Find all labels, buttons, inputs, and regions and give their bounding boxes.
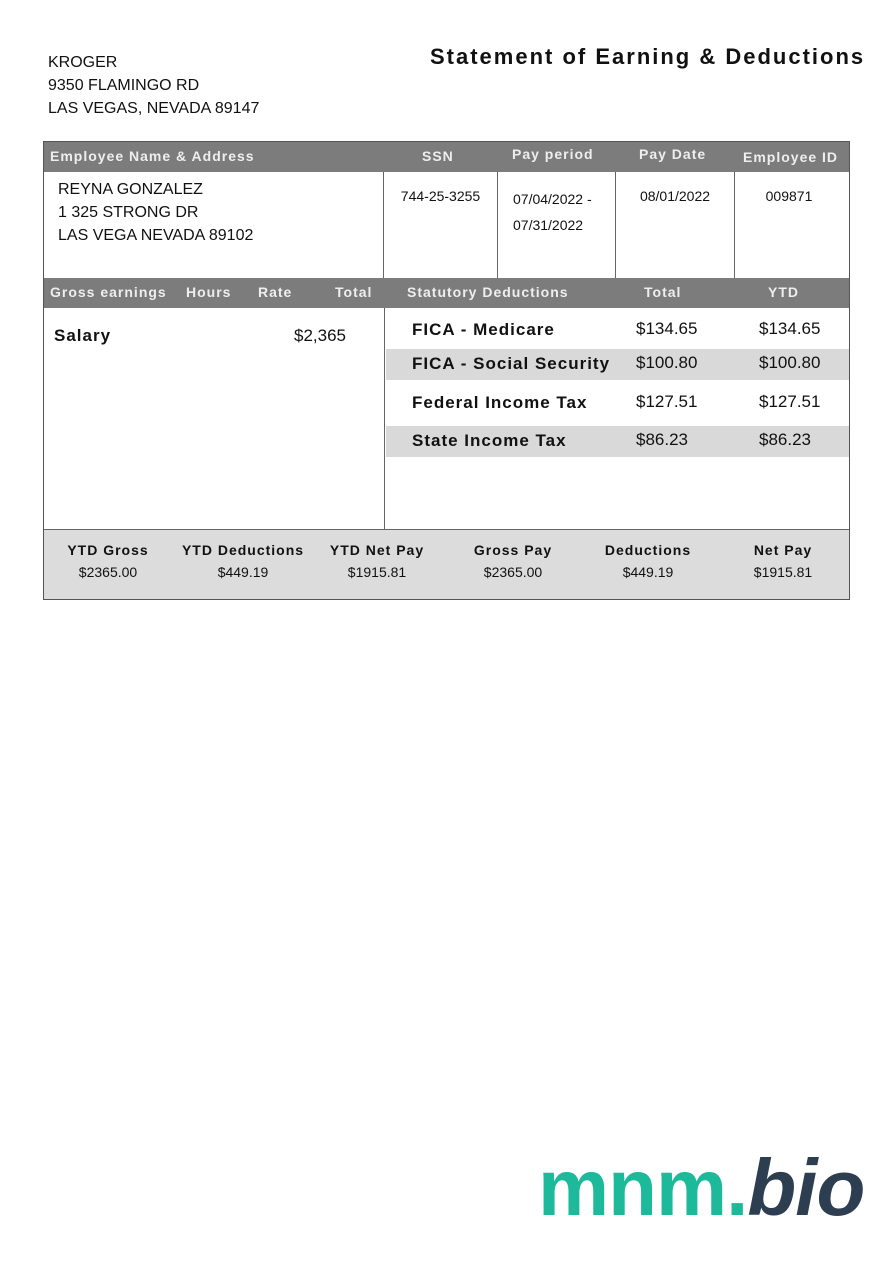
header-gross-earnings: Gross earnings	[50, 284, 167, 300]
company-address-line1: 9350 FLAMINGO RD	[48, 77, 200, 94]
employee-ssn: 744-25-3255	[400, 188, 481, 204]
summary-label: YTD Net Pay	[329, 542, 425, 558]
summary-label: Gross Pay	[473, 542, 553, 558]
summary-value: $1915.81	[347, 564, 407, 580]
header-rate: Rate	[258, 284, 293, 300]
logo-part-mnm: mnm.	[538, 1143, 748, 1232]
deduction-ytd: $86.23	[759, 430, 811, 449]
summary-label: YTD Deductions	[181, 542, 305, 558]
deduction-ytd: $127.51	[759, 392, 821, 411]
summary-label: Deductions	[604, 542, 692, 558]
header-ssn: SSN	[422, 148, 454, 164]
employee-address-line2: LAS VEGA NEVADA 89102	[58, 227, 254, 244]
header-statutory-deductions: Statutory Deductions	[407, 284, 569, 300]
header-deductions-ytd: YTD	[768, 284, 799, 300]
pay-period-end: 07/31/2022	[513, 217, 584, 233]
summary-value: $449.19	[622, 564, 674, 580]
employee-name: REYNA GONZALEZ	[58, 181, 203, 198]
header-hours: Hours	[186, 284, 232, 300]
company-address-line2: LAS VEGAS, NEVADA 89147	[48, 100, 260, 117]
header-pay-date: Pay Date	[639, 146, 707, 162]
summary-item	[713, 542, 853, 580]
summary-item	[307, 542, 447, 580]
deduction-total: $134.65	[636, 319, 698, 338]
deduction-row	[386, 388, 849, 419]
deduction-label: FICA - Social Security	[412, 354, 611, 373]
earnings-total: $2,365	[294, 326, 346, 345]
pay-period-start: 07/04/2022 -	[513, 191, 592, 207]
deduction-row	[386, 315, 849, 346]
summary-item	[38, 542, 178, 580]
header-earnings-total: Total	[335, 284, 373, 300]
company-block	[48, 51, 259, 120]
header-deductions-total: Total	[644, 284, 682, 300]
header-name-address: Employee Name & Address	[50, 148, 255, 164]
company-name: KROGER	[48, 54, 118, 71]
summary-item	[443, 542, 583, 580]
summary-value: $2365.00	[78, 564, 138, 580]
deduction-row	[386, 349, 849, 380]
deduction-total: $86.23	[636, 430, 688, 449]
summary-item	[578, 542, 718, 580]
deduction-ytd: $100.80	[759, 353, 821, 372]
divider	[384, 308, 385, 530]
brand-logo	[538, 1138, 864, 1238]
deduction-ytd: $134.65	[759, 319, 821, 338]
employee-header-row	[44, 142, 849, 172]
summary-footer	[44, 530, 849, 599]
header-employee-id: Employee ID	[743, 149, 839, 165]
deduction-total: $100.80	[636, 353, 698, 372]
summary-label: Net Pay	[753, 542, 813, 558]
header-pay-period: Pay period	[512, 146, 594, 162]
pay-date-value: 08/01/2022	[639, 188, 711, 204]
deduction-label: FICA - Medicare	[412, 320, 555, 339]
divider	[497, 172, 498, 278]
deduction-label: Federal Income Tax	[412, 393, 588, 412]
pay-period-value	[513, 186, 592, 238]
earnings-deductions-header-row	[44, 278, 849, 308]
earnings-label: Salary	[54, 326, 112, 345]
employee-address-block	[58, 178, 253, 247]
logo-part-bio: bio	[747, 1143, 865, 1232]
statement-title: Statement of Earning & Deductions	[430, 44, 866, 69]
deduction-total: $127.51	[636, 392, 698, 411]
summary-value: $449.19	[217, 564, 269, 580]
summary-value: $1915.81	[753, 564, 813, 580]
deduction-label: State Income Tax	[412, 431, 567, 450]
employee-address-line1: 1 325 STRONG DR	[58, 204, 199, 221]
summary-item	[173, 542, 313, 580]
deduction-row	[386, 426, 849, 457]
summary-value: $2365.00	[483, 564, 543, 580]
summary-label: YTD Gross	[67, 542, 149, 558]
employee-id-value: 009871	[765, 188, 813, 204]
